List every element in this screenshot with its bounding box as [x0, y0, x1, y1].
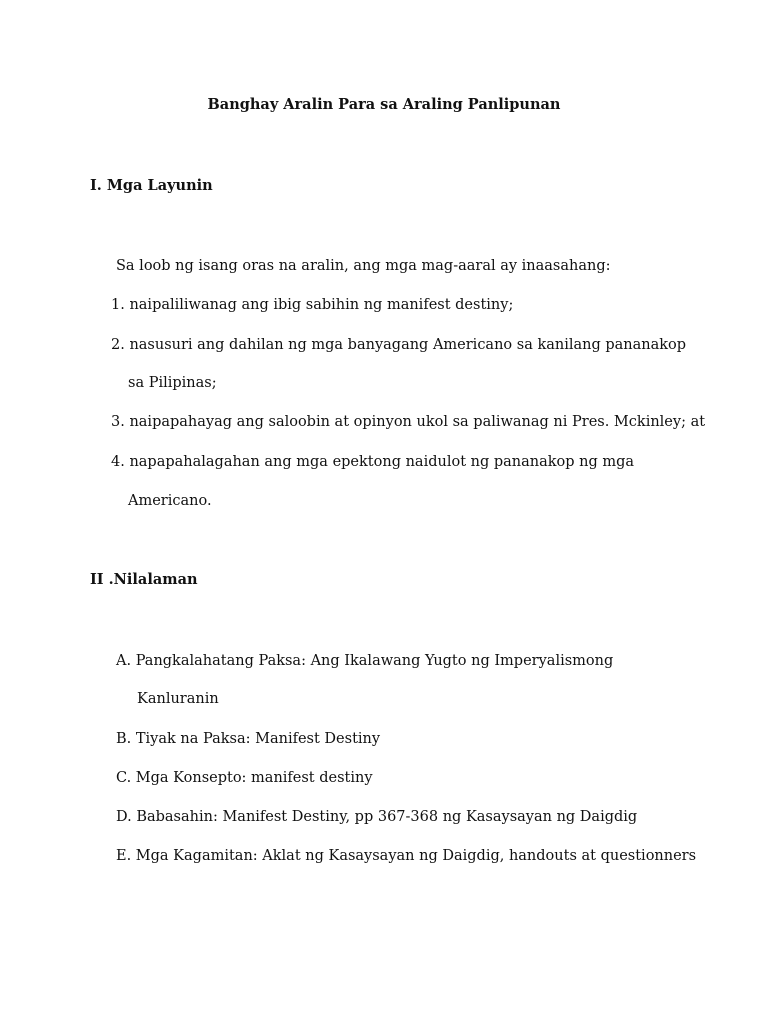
section-heading-nilalaman: II .Nilalaman	[90, 571, 198, 588]
document-title: Banghay Aralin Para sa Araling Panlipunan	[207, 96, 561, 113]
content-item-d: D. Babasahin: Manifest Destiny, pp 367-368 ng Kasaysayan ng Daigdig	[116, 809, 638, 825]
objective-item-1: 1. naipaliliwanag ang ibig sabihin ng manifest destiny;	[111, 297, 514, 313]
content-item-c: C. Mga Konsepto: manifest destiny	[116, 770, 373, 786]
content-item-a-continuation: Kanluranin	[137, 691, 219, 707]
objectives-intro: Sa loob ng isang oras na aralin, ang mga mag-aaral ay inaasahang:	[116, 258, 611, 274]
objective-item-4: 4. napapahalagahan ang mga epektong naidulot ng pananakop ng mga	[111, 454, 635, 470]
content-item-a: A. Pangkalahatang Paksa: Ang Ikalawang Yugto ng Imperyalismong	[116, 653, 614, 669]
objective-item-3: 3. naipapahayag ang saloobin at opinyon ukol sa paliwanag ni Pres. Mckinley; at	[111, 414, 706, 430]
content-item-e: E. Mga Kagamitan: Aklat ng Kasaysayan ng Daigdig, handouts at questionners	[116, 848, 697, 864]
objective-item-2-continuation: sa Pilipinas;	[128, 375, 217, 391]
section-heading-layunin: I. Mga Layunin	[90, 177, 213, 194]
objective-item-2: 2. nasusuri ang dahilan ng mga banyagang Americano sa kanilang pananakop	[111, 337, 687, 353]
content-item-b: B. Tiyak na Paksa: Manifest Destiny	[116, 731, 381, 747]
objective-item-4-continuation: Americano.	[128, 493, 212, 509]
